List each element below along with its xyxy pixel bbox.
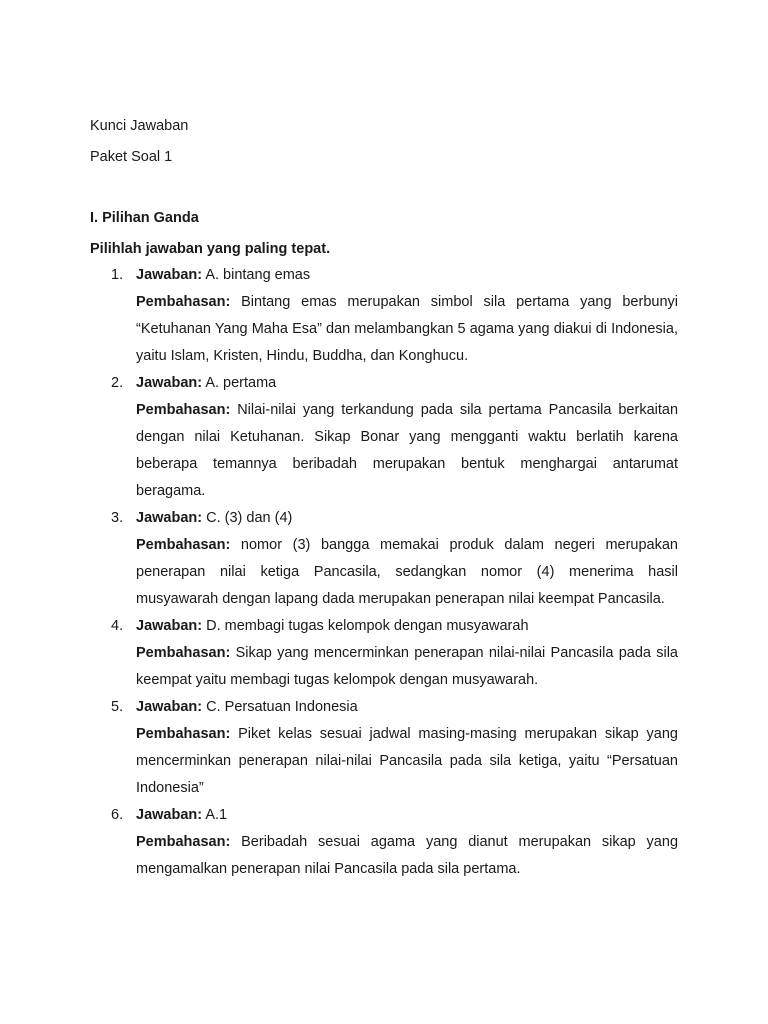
- answer-list: [90, 262, 678, 883]
- section-heading: I. Pilihan Ganda: [90, 210, 199, 226]
- answer-text: A. pertama: [205, 375, 277, 391]
- answer-line: [136, 505, 678, 532]
- section-instruction: Pilihlah jawaban yang paling tepat.: [90, 241, 331, 257]
- explanation-label: Pembahasan:: [136, 645, 231, 661]
- list-item: [90, 505, 678, 613]
- list-item: [90, 262, 678, 370]
- explanation-text: Bintang emas merupakan simbol sila pertama yang berbunyi “Ketuhanan Yang Maha Esa” dan melambangkan 5 agama yang diakui di Indonesia, yaitu Islam, Kristen, Hindu, Buddha, dan Konghucu.: [136, 294, 678, 364]
- list-item: [90, 802, 678, 883]
- list-item: [90, 694, 678, 802]
- list-item: [90, 370, 678, 505]
- explanation-label: Pembahasan:: [136, 726, 231, 742]
- explanation-label: Pembahasan:: [136, 537, 231, 553]
- answer-text: A.1: [205, 807, 228, 823]
- answer-line: [136, 694, 678, 721]
- explanation-text: Piket kelas sesuai jadwal masing-masing merupakan sikap yang mencerminkan penerapan nilai-nilai Pancasila pada sila ketiga, yaitu “Persatuan Indonesia”: [136, 726, 678, 796]
- explanation-text: nomor (3) bangga memakai produk dalam negeri merupakan penerapan nilai ketiga Pancasila, sedangkan nomor (4) menerima hasil musyawarah dengan lapang dada merupakan penerapan nilai keempat Pancasila.: [136, 537, 678, 607]
- explanation-line: [136, 721, 678, 802]
- explanation-line: [136, 289, 678, 370]
- item-number: 3.: [111, 510, 124, 526]
- answer-line: [136, 262, 678, 289]
- answer-label: Jawaban:: [136, 510, 203, 526]
- item-number: 4.: [111, 618, 124, 634]
- answer-text: C. (3) dan (4): [206, 510, 293, 526]
- explanation-label: Pembahasan:: [136, 294, 231, 310]
- answer-line: [136, 802, 678, 829]
- explanation-line: [136, 397, 678, 505]
- item-number: 5.: [111, 699, 124, 715]
- explanation-line: [136, 532, 678, 613]
- document-subtitle: Paket Soal 1: [90, 149, 173, 165]
- list-item: [90, 613, 678, 694]
- answer-label: Jawaban:: [136, 375, 203, 391]
- answer-label: Jawaban:: [136, 699, 203, 715]
- explanation-line: [136, 640, 678, 694]
- explanation-text: Beribadah sesuai agama yang dianut merupakan sikap yang mengamalkan penerapan nilai Pancasila pada sila pertama.: [136, 834, 679, 877]
- answer-text: D. membagi tugas kelompok dengan musyawarah: [206, 618, 529, 634]
- answer-label: Jawaban:: [136, 618, 203, 634]
- document-title: Kunci Jawaban: [90, 118, 189, 134]
- answer-text: A. bintang emas: [205, 267, 311, 283]
- item-number: 1.: [111, 267, 124, 283]
- explanation-text: Sikap yang mencerminkan penerapan nilai-nilai Pancasila pada sila keempat yaitu membagi tugas kelompok dengan musyawarah.: [136, 645, 678, 688]
- answer-label: Jawaban:: [136, 807, 203, 823]
- answer-text: C. Persatuan Indonesia: [206, 699, 358, 715]
- item-number: 2.: [111, 375, 124, 391]
- answer-line: [136, 370, 678, 397]
- answer-line: [136, 613, 678, 640]
- item-number: 6.: [111, 807, 124, 823]
- explanation-label: Pembahasan:: [136, 402, 231, 418]
- explanation-text: Nilai-nilai yang terkandung pada sila pertama Pancasila berkaitan dengan nilai Ketuhanan. Sikap Bonar yang mengganti waktu berlatih karena beberapa temannya beribadah merupakan bentuk menghargai antarumat beragama.: [136, 402, 679, 499]
- answer-label: Jawaban:: [136, 267, 203, 283]
- explanation-label: Pembahasan:: [136, 834, 231, 850]
- explanation-line: [136, 829, 678, 883]
